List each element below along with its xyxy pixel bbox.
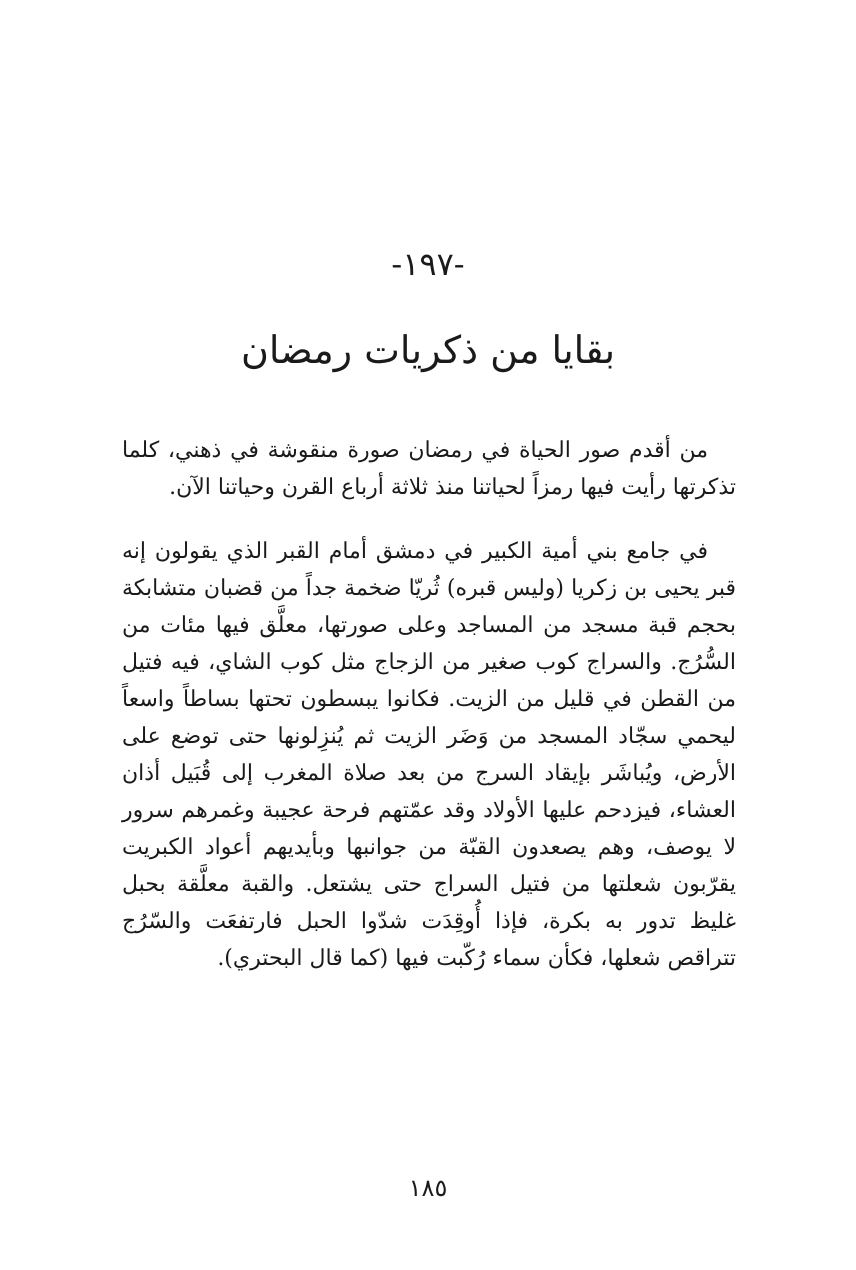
page-number: ١٨٥: [408, 1174, 448, 1202]
paragraph: في جامع بني أمية الكبير في دمشق أمام القبر الذي يقولون إنه قبر يحيى بن زكريا (وليس قبره) ثُريّا ضخمة جداً من قضبان متشابكة بحجم قبة مسجد من المساجد وعلى صورتها، معلَّق فيها مئات من السُّرُج. والسراج كوب صغير من الزجاج مثل كوب الشاي، فيه فتيل من القطن في قليل من الزيت. فكانوا يبسطون تحتها بساطاً واسعاً ليحمي سجّاد المسجد من وَضَر الزيت ثم يُنزِلونها حتى توضع على الأرض، ويُباشَر بإيقاد السرج من بعد صلاة المغرب إلى قُبَيل أذان العشاء، فيزدحم عليها الأولاد وقد عمّتهم فرحة عجيبة وغمرهم سرور لا يوصف، وهم يصعدون القبّة من جوانبها وبأيديهم أعواد الكبريت يقرّبون شعلتها من فتيل السراج حتى يشتعل. والقبة معلَّقة بحبل غليظ تدور به بكرة، فإذا أُوقِدَت شدّوا الحبل فارتفعَت والسّرُج تتراقص شعلها، فكأن سماء رُكّبت فيها (كما قال البحتري).: [122, 539, 736, 971]
chapter-title: بقايا من ذكريات رمضان: [240, 328, 616, 372]
chapter-number: -١٩٧-: [391, 245, 465, 283]
paragraph: من أقدم صور الحياة في رمضان صورة منقوشة في ذهني، كلما تذكرتها رأيت فيها رمزاً لحياتنا منذ ثلاثة أرباع القرن وحياتنا الآن.: [122, 438, 736, 500]
body-text: [122, 432, 736, 977]
